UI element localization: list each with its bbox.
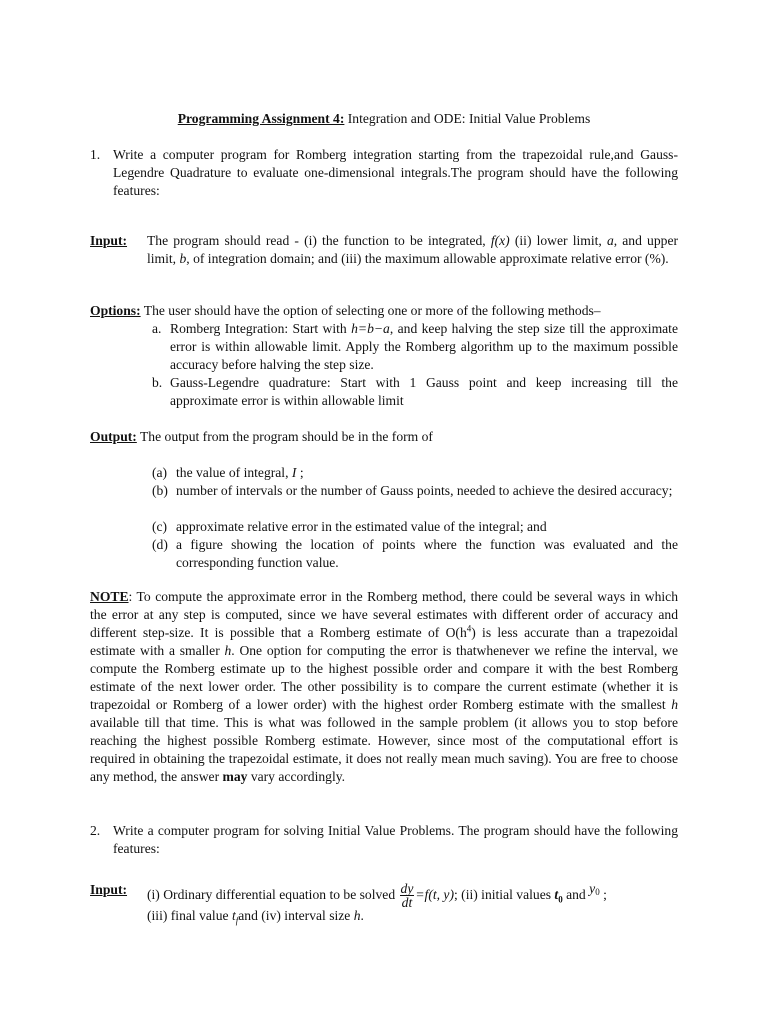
q2-input-t1: (i) Ordinary differential equation to be solved	[147, 887, 399, 902]
tf-sub: f	[235, 915, 239, 926]
option-a-marker: a.	[152, 321, 162, 336]
y0-symbol: y	[589, 881, 596, 896]
integral-symbol: I	[291, 465, 297, 480]
q2-input-t7: .	[360, 908, 364, 923]
q2-input-t3: and	[562, 887, 590, 902]
ode-rhs: =f(t, y)	[415, 887, 454, 902]
output-a-tail: ;	[296, 465, 304, 480]
note-t1: : To compute the approximate error in the Romberg method, there could be several ways in which the error at any step is computed, since we have several estimates with different order of accuracy and different step-size. It is possible that a Romberg estimate of O(h	[90, 589, 678, 640]
option-b-text: Gauss-Legendre quadrature: Start with 1 Gauss point and keep increasing till the approximate error is within allowable limit	[170, 375, 678, 408]
output-a-t1: the value of integral,	[176, 465, 292, 480]
option-a-formula: h=b−a	[351, 321, 390, 336]
note-label: NOTE	[90, 589, 129, 604]
output-a-marker: (a)	[152, 465, 168, 480]
tf-symbol: t	[231, 908, 236, 923]
output-d-text: a figure showing the location of points where the function was evaluated and the corresponding function value.	[176, 537, 678, 570]
fx-symbol: f(x)	[490, 233, 510, 248]
note-may: may	[222, 769, 248, 784]
q1-options-intro-text: The user should have the option of selecting one or more of the following methods–	[140, 303, 601, 318]
option-a-text	[170, 320, 678, 374]
note-t3: . One option for computing the error is thatwhenever we refine the interval, we compute the Romberg estimate up to the highest possible order and compare it with the best Romberg estimate of the next lower order. The other possibility is to compare the current estimate (whether it is trapezoidal or Romberg of a lower order) with the highest order Romberg estimate with the smallest	[90, 643, 678, 712]
option-b-marker: b.	[152, 375, 163, 390]
q1-options-intro	[90, 302, 680, 320]
b-symbol: b	[179, 251, 187, 266]
page-title	[0, 110, 768, 128]
output-a-text	[176, 464, 678, 482]
q2-number: 2.	[90, 823, 101, 838]
y0-sub: 0	[595, 887, 600, 897]
output-b-marker: (b)	[152, 483, 168, 498]
a-symbol: a	[606, 233, 614, 248]
q1-text: Write a computer program for Romberg integration starting from the trapezoidal rule,and Gauss-Legendre Quadrature to evaluate one-dimensional integrals.The program should have the following features:	[113, 147, 678, 198]
option-a-t1: Romberg Integration: Start with	[170, 321, 352, 336]
q1-input-t4: , of integration domain; and (iii) the maximum allowable approximate relative error (%).	[186, 251, 669, 266]
title-bold: Programming Assignment 4:	[177, 111, 345, 126]
note-t4: available till that time. This is what was followed in the sample problem (it allows you to stop before reaching the highest possible Romberg estimate. However, since most of the computational effort is required in obtaining the trapezoidal estimate, it does not really mean much saving). You are free to choose any method, the answer	[90, 715, 678, 784]
q2-input-t6: and (iv) interval size	[238, 908, 354, 923]
t0-symbol: t	[554, 887, 559, 902]
q1-input-label: Input:	[90, 233, 128, 248]
q2-input-t5: (iii) final value	[147, 908, 232, 923]
option-a-t2: , and keep halving the step size till the approximate error is within allowable limit. Apply the Romberg algorithm up to the maximum possible accuracy before halving the step size.	[170, 321, 678, 372]
t0-sub: 0	[558, 894, 563, 905]
note-sup: 4	[466, 623, 472, 634]
q1-input-text	[147, 232, 678, 268]
note-t5: vary accordingly.	[247, 769, 346, 784]
q2-input-t2: ; (ii) initial values	[454, 887, 555, 902]
q2-input-label: Input:	[90, 882, 128, 897]
output-c-marker: (c)	[152, 519, 168, 534]
output-c-text: approximate relative error in the estimated value of the integral; and	[176, 519, 547, 534]
title-rest: Integration and ODE: Initial Value Problems	[344, 111, 591, 126]
q2-input-line2	[147, 907, 687, 925]
q1-output-intro-text: The output from the program should be in the form of	[136, 429, 433, 444]
q2-text: Write a computer program for solving Initial Value Problems. The program should have the following features:	[113, 823, 678, 856]
q1-input-t2: (ii) lower limit,	[509, 233, 607, 248]
note-h1: h	[224, 643, 232, 658]
q1-output-intro	[90, 428, 680, 446]
note-paragraph	[90, 588, 678, 786]
output-d-marker: (d)	[152, 537, 168, 552]
q2-input-t4: ;	[599, 887, 607, 902]
q1-input-t1: The program should read - (i) the function to be integrated,	[147, 233, 491, 248]
q1-number: 1.	[90, 147, 101, 162]
q1-output-label: Output:	[90, 429, 137, 444]
output-b-text: number of intervals or the number of Gauss points, needed to achieve the desired accuracy;	[176, 483, 673, 498]
frac-top: dy	[400, 881, 414, 897]
frac-bottom: dt	[401, 895, 413, 911]
q1-options-label: Options:	[90, 303, 141, 318]
dy-dt-fraction	[400, 882, 415, 909]
q1-input-t3: , and upper limit,	[147, 233, 678, 266]
note-t2: ) is less accurate than a trapezoidal estimate with a smaller	[90, 625, 678, 658]
q2-input-line1	[147, 872, 687, 912]
h-symbol: h	[353, 908, 361, 923]
note-h2: h	[671, 697, 678, 712]
